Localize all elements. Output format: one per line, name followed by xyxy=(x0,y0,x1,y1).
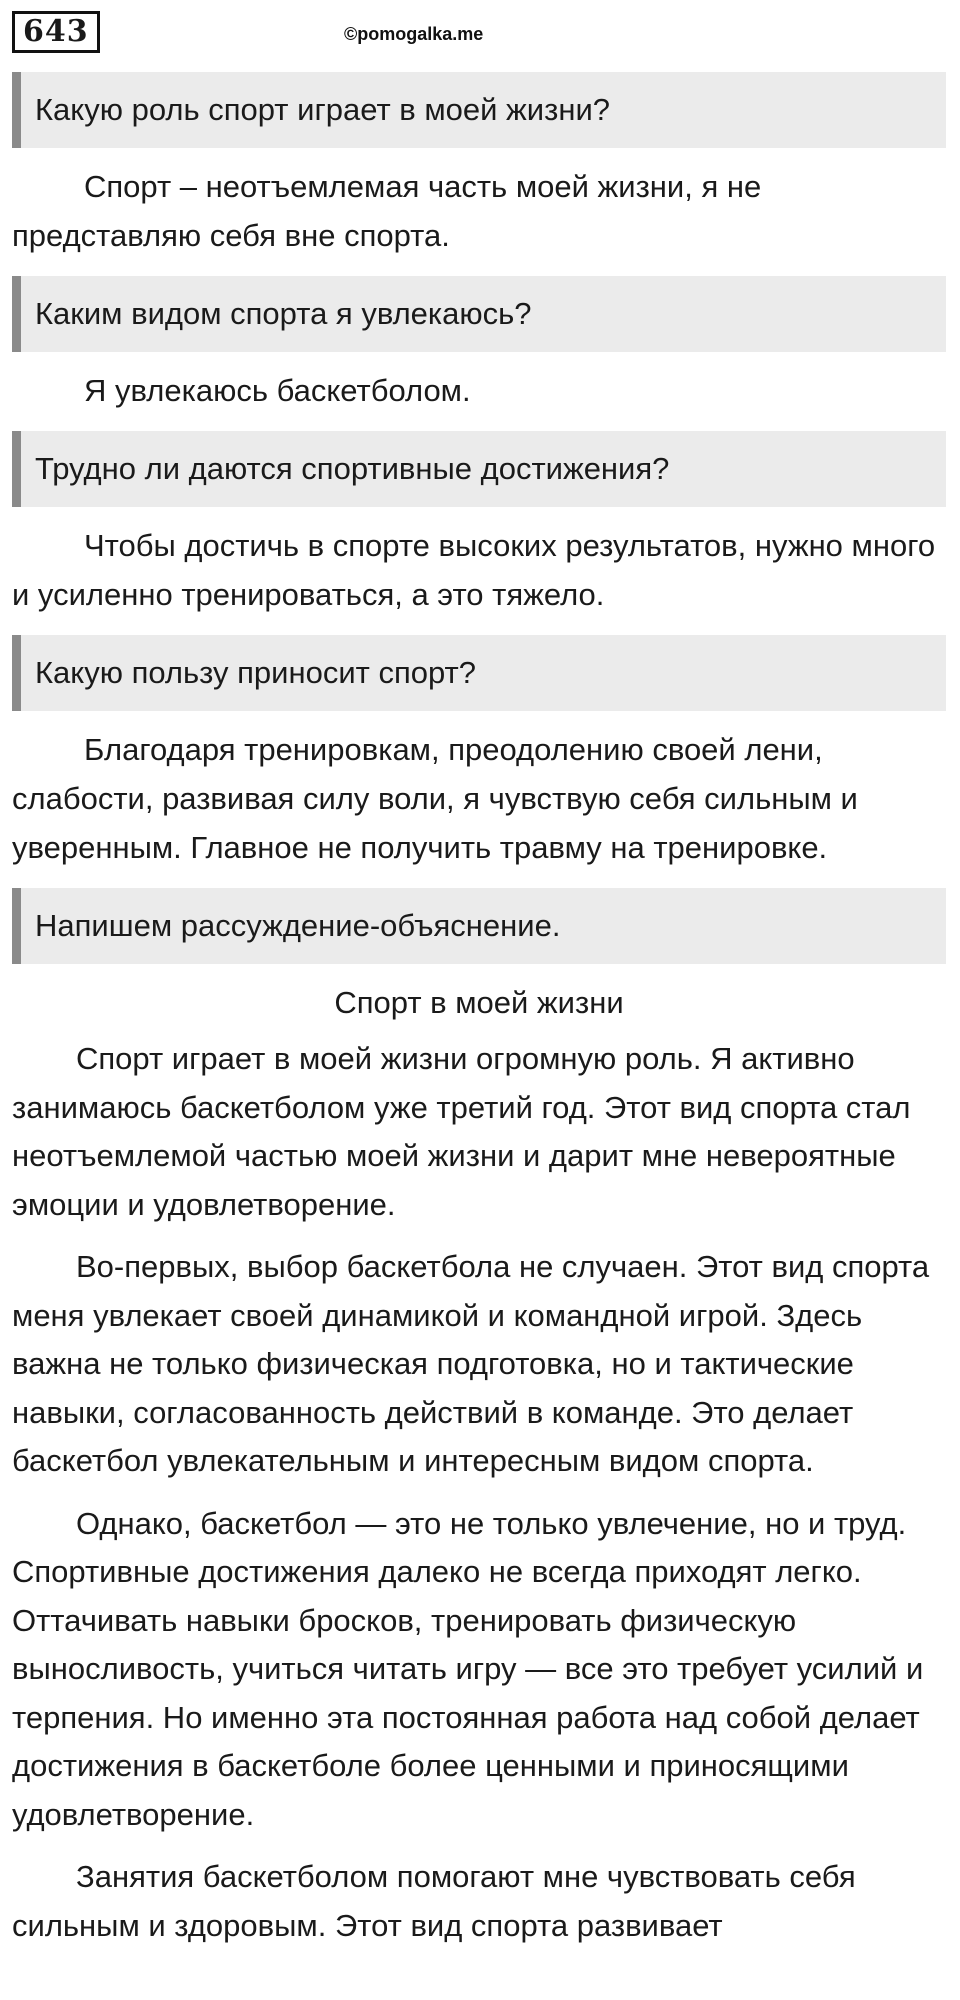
essay-title: Спорт в моей жизни xyxy=(334,985,624,1020)
answer-4: Благодаря тренировкам, преодолению своей лени, слабости, развивая силу воли, я чувствую себя сильным и уверенным. Главное не получить травму на тренировке. xyxy=(12,732,858,865)
essay-paragraph: Во-первых, выбор баскетбола не случаен. Этот вид спорта меня увлекает своей динамикой и командной игрой. Здесь важна не только физическая подготовка, но и тактические навыки, согласованность действий в команде. Это делает баскетбол увлекательным и интересным видом спорта. xyxy=(12,1249,930,1478)
content xyxy=(12,72,946,1964)
essay-paragraph: Спорт играет в моей жизни огромную роль. Я активно занимаюсь баскетболом уже третий год. Этот вид спорта стал неотъемлемой частью моей жизни и дарит мне невероятные эмоции и удовлетворение. xyxy=(12,1041,911,1222)
header xyxy=(12,10,100,54)
question-4: Какую пользу приносит спорт? xyxy=(12,635,946,711)
answer-3: Чтобы достичь в спорте высоких результатов, нужно много и усиленно тренироваться, а это тяжело. xyxy=(12,528,936,612)
task-number-badge: 643 xyxy=(12,11,100,53)
essay-paragraph: Занятия баскетболом помогают мне чувствовать себя сильным и здоровым. Этот вид спорта развивает xyxy=(12,1859,856,1943)
question-1: Какую роль спорт играет в моей жизни? xyxy=(12,72,946,148)
answer-1: Спорт – неотъемлемая часть моей жизни, я не представляю себя вне спорта. xyxy=(12,169,762,253)
question-3: Трудно ли даются спортивные достижения? xyxy=(12,431,946,507)
essay-paragraph: Однако, баскетбол — это не только увлечение, но и труд. Спортивные достижения далеко не всегда приходят легко. Оттачивать навыки бросков, тренировать физическую выносливость, учиться читать игру — все это требует усилий и терпения. Но именно эта постоянная работа над собой делает достижения в баскетболе более ценными и приносящими удовлетворение. xyxy=(12,1505,924,1832)
task-prompt: Напишем рассуждение-объяснение. xyxy=(12,888,946,964)
answer-2: Я увлекаюсь баскетболом. xyxy=(84,373,471,408)
essay-body xyxy=(12,1035,946,1950)
site-watermark: ©pomogalka.me xyxy=(344,24,484,44)
question-2: Каким видом спорта я увлекаюсь? xyxy=(12,276,946,352)
